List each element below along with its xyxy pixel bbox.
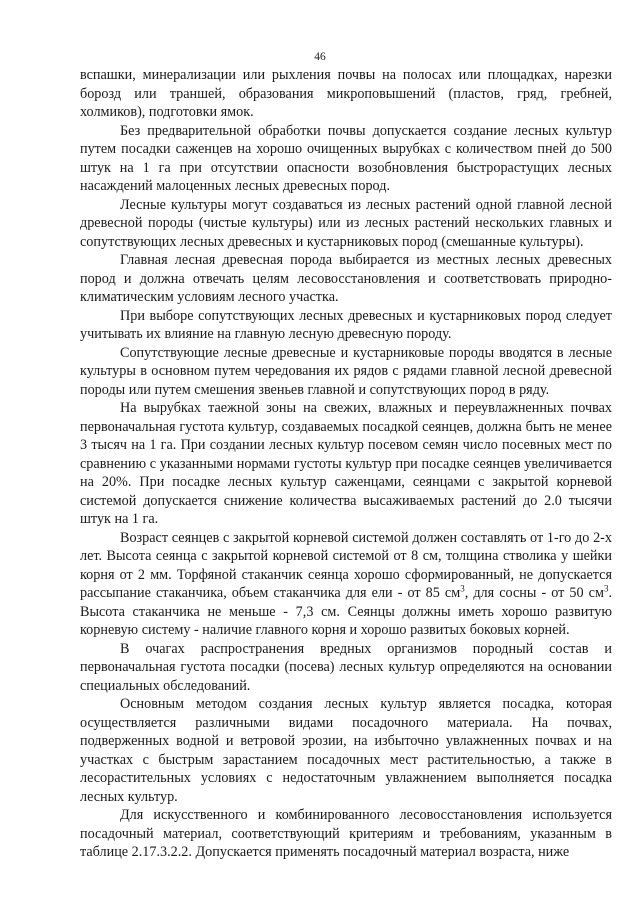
page-number: 46 (314, 51, 326, 63)
paragraph-accompanying-choice: При выборе сопутствующих лесных древесных и кустарниковых пород следует учитывать их влияние на главную лесную древесную породу. (80, 307, 612, 342)
paragraph-continued: вспашки, минерализации или рыхления почвы на полосах или площадках, нарезки борозд или траншей, образования микроповышений (пластов, гряд, гребней, холмиков), подготовки ямок. (80, 67, 612, 120)
superscript-cube-1: 3 (460, 583, 465, 594)
document-body (80, 66, 612, 862)
paragraph-pest-areas: В очагах распространения вредных организмов породный состав и первоначальная густота посадки (посева) лесных культур определяются на основании специальных обследований. (80, 640, 612, 694)
paragraph-taiga-density: На вырубках таежной зоны на свежих, влажных и переувлажненных почвах первоначальная густота культур, создаваемых посадкой сеянцев, должна быть не менее 3 тысяч на 1 га. При создании лесных культур посевом семян число посевных мест по сравнению с указанными нормами густоты культур при посадке сеянцев увеличивается на 20%. При посадке лесных культур саженцами, сеянцами с закрытой корневой системой допускается снижение количества высаживаемых растений до 2.0 тысячи штук на 1 га. (80, 400, 612, 527)
paragraph-forest-cultures: Лесные культуры могут создаваться из лесных растений одной главной лесной древесной породы (чистые культуры) или из лесных растений нескольких главных и сопутствующих лесных древесных и кустарниковых пород (смешанные культуры). (80, 196, 612, 250)
paragraph-main-species: Главная лесная древесная порода выбирается из местных лесных древесных пород и должна отвечать целям лесовосстановления и соответствовать природно-климатическим условиям лесного участка. (80, 252, 612, 305)
paragraph-planting-method: Основным методом создания лесных культур является посадка, которая осуществляется различными видами посадочного материала. На почвах, подверженных водной и ветровой эрозии, на избыточно увлажненных почвах и на участках с быстрым зарастанием посадочных мест растительностью, а также в лесорастительных условиях с недостаточным увлажнением выполняется посадка лесных культур. (80, 696, 612, 805)
superscript-cube-2: 3 (603, 583, 609, 594)
paragraph-planting-material: Для искусственного и комбинированного лесовосстановления используется посадочный материал, соответствующий критериям и требованиям, указанным в таблице 2.17.3.2.2. Допускается применять посадочный материал возраста, ниже (80, 807, 612, 860)
seedling-text-part-1: Возраст сеянцев с закрытой корневой системой должен составлять от 1-го до 2-х лет. Высота сеянца с закрытой корневой системой от 8 см, толщина стволика у шейки корня от 2 мм. Торфяной стаканчик сеянца хорошо сформированный, не допускается рассыпание стаканчика, объем стаканчика для ели - от 85 см (80, 529, 612, 601)
paragraph-accompanying-rows: Сопутствующие лесные древесные и кустарниковые породы вводятся в лесные культуры в основном путем чередования их рядов с рядами главной лесной древесной породы или путем смешения звеньев главной и сопутствующих пород в ряду. (80, 344, 612, 398)
seedling-text-part-2: , для сосны - от 50 см (464, 585, 604, 601)
paragraph-soil-preparation: Без предварительной обработки почвы допускается создание лесных культур путем посадки саженцев на хорошо очищенных вырубках с количеством пней до 500 штук на 1 га при отсутствии опасности возобновления быстрорастущих лесных насаждений малоценных лесных древесных пород. (80, 122, 612, 194)
seedling-text-part-3: . Высота стаканчика не меньше - 7,3 см. Сеянцы должны иметь хорошо развитую корневую систему - наличие главного корня и хорошо развитых боковых корней. (80, 585, 612, 638)
paragraph-seedling-age (80, 529, 612, 640)
